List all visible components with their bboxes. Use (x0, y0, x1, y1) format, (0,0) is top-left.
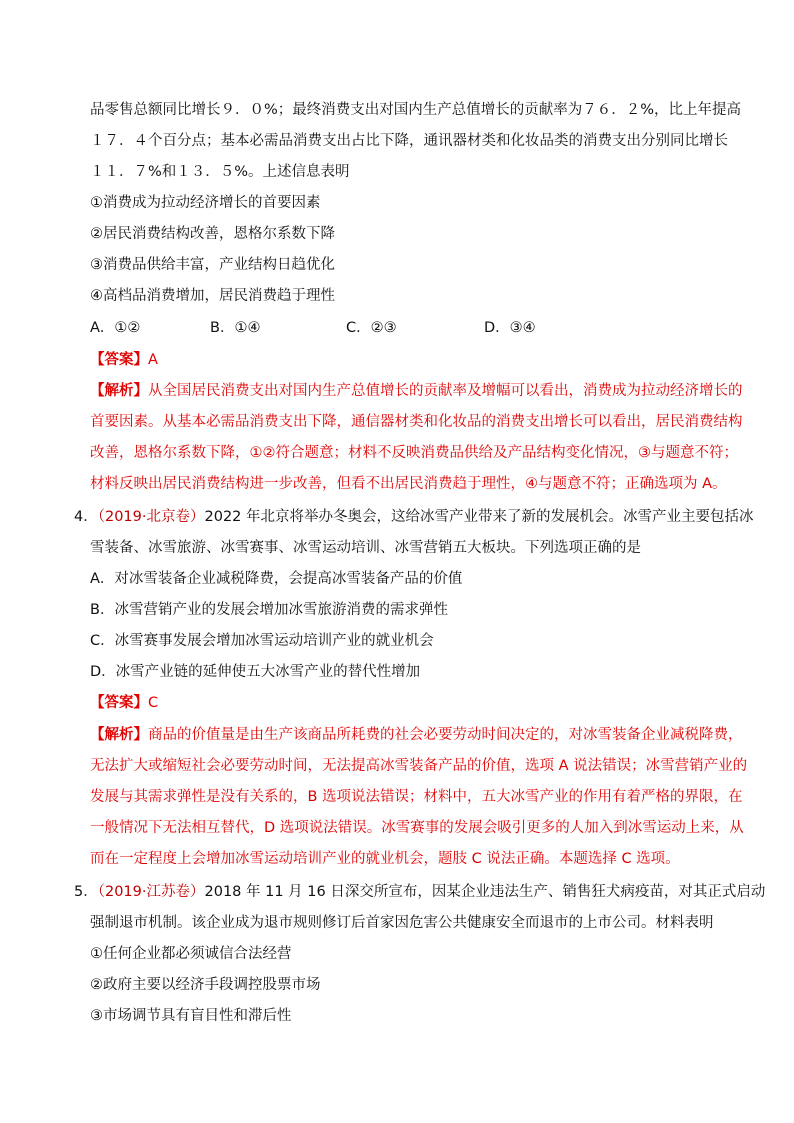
q3-analysis-line-3: 改善，恩格尔系数下降，①②符合题意；材料不反映消费品供给及产品结构变化情况，③与题意不符； (90, 445, 738, 461)
q4-stem-line-1 (74, 507, 754, 527)
q4-analysis-line-1 (90, 725, 743, 745)
q3-analysis-text-1: 从全国居民消费支出对国内生产总值增长的贡献率及增幅可以看出，消费成为拉动经济增长的 (148, 383, 743, 399)
q3-item-4: ④高档品消费增加，居民消费趋于理性 (90, 288, 335, 304)
q4-answer (90, 693, 158, 713)
q3-option-a: A．①② (90, 320, 141, 336)
q4-analysis-tag: 【解析】 (90, 727, 148, 743)
q3-option-b: B．①④ (210, 320, 261, 336)
q4-analysis-line-2: 无法扩大或缩短社会必要劳动时间，无法提高冰雪装备产品的价值，选项 A 说法错误；冰雪营销产业的 (90, 758, 748, 774)
q4-option-b: B．冰雪营销产业的发展会增加冰雪旅游消费的需求弹性 (90, 602, 448, 618)
q5-stem-line-1 (74, 882, 765, 902)
q5-stem-text-1: 2018 年 11 月 16 日深交所宣布，因某企业违法生产、销售狂犬病疫苗，对其正式启动 (204, 884, 766, 900)
q3-answer (90, 350, 158, 370)
q3-analysis-line-1 (90, 381, 743, 401)
q3-stem-line-1: 品零售总额同比增长９．０%；最终消费支出对国内生产总值增长的贡献率为７６．２%，比上年提高 (90, 102, 742, 118)
q3-analysis-line-2: 首要因素。从基本必需品消费支出下降，通信器材类和化妆品的消费支出增长可以看出，居民消费结构 (90, 414, 743, 430)
q3-item-1: ①消费成为拉动经济增长的首要因素 (90, 195, 321, 211)
q4-analysis-line-4: 一般情况下无法相互替代，D 选项说法错误。冰雪赛事的发展会吸引更多的人加入到冰雪运动上来，从 (90, 820, 744, 836)
q3-analysis-tag: 【解析】 (90, 383, 148, 399)
q4-answer-tag: 【答案】 (90, 695, 148, 711)
q3-stem-line-3: １１．７%和１３．５%。上述信息表明 (90, 164, 350, 180)
q3-item-3: ③消费品供给丰富，产业结构日趋优化 (90, 257, 335, 273)
q5-item-3: ③市场调节具有盲目性和滞后性 (90, 1008, 292, 1024)
q4-analysis-line-3: 发展与其需求弹性是没有关系的，B 选项说法错误；材料中，五大冰雪产业的作用有着严格的界限，在 (90, 789, 743, 805)
q4-option-c: C．冰雪赛事发展会增加冰雪运动培训产业的就业机会 (90, 633, 434, 649)
q5-source: （2019·江苏卷） (97, 884, 205, 900)
q4-source: （2019·北京卷） (97, 509, 205, 525)
q4-option-d: D．冰雪产业链的延伸使五大冰雪产业的替代性增加 (90, 664, 421, 680)
q4-analysis-text-1: 商品的价值量是由生产该商品所耗费的社会必要劳动时间决定的，对冰雪装备企业减税降费， (148, 727, 743, 743)
q4-number: 4． (74, 509, 98, 525)
q3-item-2: ②居民消费结构改善，恩格尔系数下降 (90, 226, 335, 242)
q4-answer-value: C (148, 695, 159, 711)
q3-stem-line-2: １７．４个百分点；基本必需品消费支出占比下降，通讯器材类和化妆品类的消费支出分别同比增长 (90, 133, 728, 149)
q5-stem-line-2: 强制退市机制。该企业成为退市规则修订后首家因危害公共健康安全而退市的上市公司。材料表明 (90, 915, 714, 931)
q5-item-1: ①任何企业都必须诚信合法经营 (90, 946, 292, 962)
q3-analysis-line-4: 材料反映出居民消费结构进一步改善，但看不出居民消费趋于理性，④与题意不符；正确选项为 A。 (90, 476, 727, 492)
q4-stem-line-2: 雪装备、冰雪旅游、冰雪赛事、冰雪运动培训、冰雪营销五大板块。下列选项正确的是 (90, 540, 641, 556)
q3-answer-tag: 【答案】 (90, 352, 148, 368)
q4-analysis-line-5: 而在一定程度上会增加冰雪运动培训产业的就业机会，题肢 C 说法正确。本题选择 C 选项。 (90, 851, 680, 867)
q4-stem-text-1: 2022 年北京将举办冬奥会，这给冰雪产业带来了新的发展机会。冰雪产业主要包括冰 (204, 509, 754, 525)
q4-option-a: A．对冰雪装备企业减税降费，会提高冰雪装备产品的价值 (90, 571, 463, 587)
q3-option-c: C．②③ (346, 320, 397, 336)
q3-answer-value: A (148, 352, 158, 368)
q5-item-2: ②政府主要以经济手段调控股票市场 (90, 977, 321, 993)
q5-number: 5． (74, 884, 98, 900)
q3-option-d: D．③④ (484, 320, 536, 336)
